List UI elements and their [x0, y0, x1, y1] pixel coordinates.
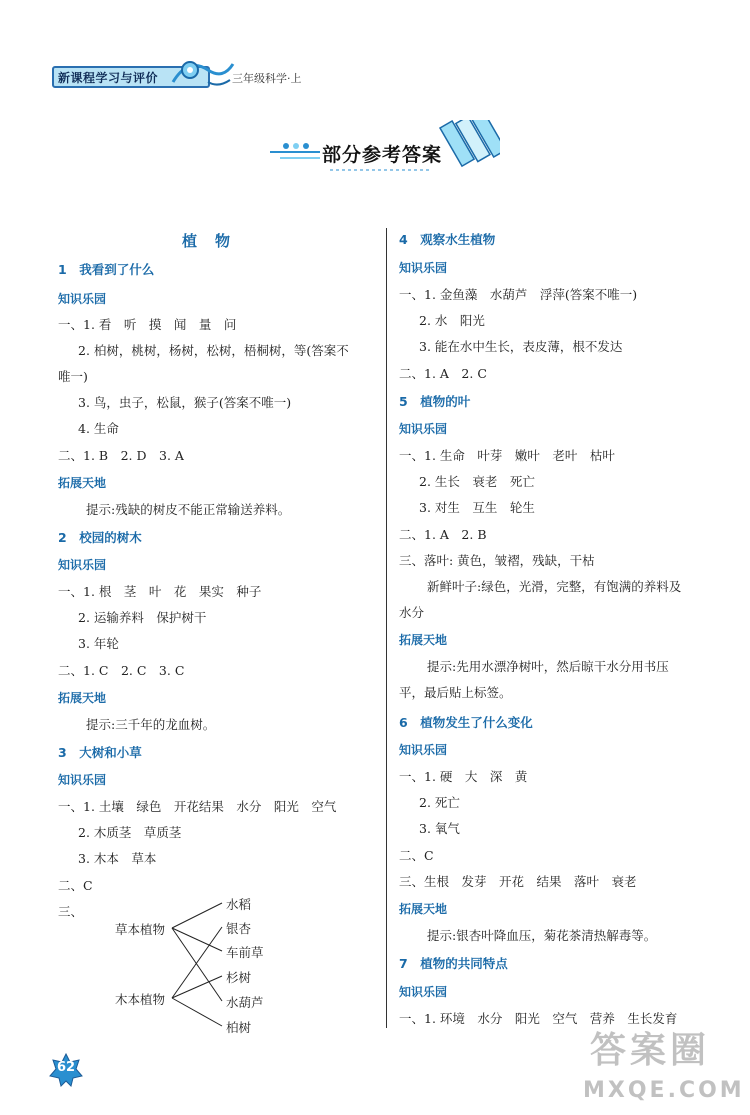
section-7-zsly: 知识乐园	[399, 985, 448, 999]
s1-line-3: 3. 鸟，虫子，松鼠，猴子(答案不唯一)	[78, 395, 292, 410]
s7-line-1: 一、1. 环境 水分 阳光 空气 营养 生长发育	[399, 1011, 678, 1026]
match-right-3: 杉树	[226, 970, 252, 985]
s1-line-2a: 2. 柏树，桃树，杨树，松树，梧桐树，等(答案不	[78, 343, 349, 358]
section-7-title: 7 植物的共同特点	[399, 956, 508, 971]
s3-line-3: 3. 木本 草本	[78, 851, 157, 866]
s4-line-1: 一、1. 金鱼藻 水葫芦 浮萍(答案不唯一)	[399, 287, 638, 302]
s2-line-5: 提示:三千年的龙血树。	[86, 717, 216, 732]
section-6-title: 6 植物发生了什么变化	[399, 715, 533, 730]
s6-line-1: 一、1. 硬 大 深 黄	[399, 769, 528, 784]
s4-line-4: 二、1. A 2. C	[399, 366, 487, 381]
section-3-zsly: 知识乐园	[58, 773, 107, 787]
section-1-zsly: 知识乐园	[58, 292, 107, 306]
section-2-tztd: 拓展天地	[58, 691, 107, 705]
s4-line-2: 2. 水 阳光	[419, 313, 485, 328]
s2-line-3: 3. 年轮	[78, 636, 119, 651]
s1-line-6: 提示:残缺的树皮不能正常输送养料。	[86, 502, 291, 517]
header-grade: 三年级科学·上	[232, 72, 302, 85]
match-right-0: 水稻	[226, 897, 252, 912]
s1-line-5: 二、1. B 2. D 3. A	[58, 448, 184, 463]
watermark-bottom: MXQE.COM	[583, 1078, 745, 1103]
s6-line-2: 2. 死亡	[419, 795, 460, 810]
section-2-title: 2 校园的树木	[58, 530, 142, 545]
s5-line-1: 一、1. 生命 叶芽 嫩叶 老叶 枯叶	[399, 448, 615, 463]
section-6-zsly: 知识乐园	[399, 743, 448, 757]
s2-line-1: 一、1. 根 茎 叶 花 果实 种子	[58, 584, 262, 599]
s5-line-7b: 平，最后贴上标签。	[399, 685, 512, 700]
section-5-title: 5 植物的叶	[399, 394, 471, 409]
s5-line-2: 2. 生长 衰老 死亡	[419, 474, 535, 489]
match-right-2: 车前草	[226, 945, 264, 960]
section-5-tztd: 拓展天地	[399, 633, 448, 647]
s3-line-2: 2. 木质茎 草质茎	[78, 825, 182, 840]
s3-line-5: 三、	[58, 904, 84, 919]
section-4-zsly: 知识乐园	[399, 261, 448, 275]
section-6-tztd: 拓展天地	[399, 902, 448, 916]
s5-line-4: 二、1. A 2. B	[399, 527, 487, 542]
match-right-4: 水葫芦	[226, 995, 264, 1010]
s1-line-2b: 唯一)	[58, 369, 88, 384]
s6-line-4: 二、C	[399, 848, 434, 863]
s3-line-1: 一、1. 土壤 绿色 开花结果 水分 阳光 空气	[58, 799, 337, 814]
s5-line-3: 3. 对生 互生 轮生	[419, 500, 535, 515]
s5-line-7a: 提示:先用水漂净树叶，然后晾干水分用书压	[427, 659, 669, 674]
match-left-1: 木本植物	[115, 992, 166, 1007]
watermark-top: 答案圈	[590, 1030, 711, 1071]
s2-line-4: 二、1. C 2. C 3. C	[58, 663, 185, 678]
unit-title: 植物	[182, 232, 249, 250]
section-4-title: 4 观察水生植物	[399, 232, 496, 247]
match-left-0: 草本植物	[115, 922, 166, 937]
s2-line-2: 2. 运输养料 保护树干	[78, 610, 207, 625]
s6-line-6: 提示:银杏叶降血压，菊花茶清热解毒等。	[427, 928, 657, 943]
water-splash-icon	[168, 52, 238, 92]
s6-line-3: 3. 氧气	[419, 821, 460, 836]
section-2-zsly: 知识乐园	[58, 558, 107, 572]
s1-line-4: 4. 生命	[78, 421, 119, 436]
section-1-tztd: 拓展天地	[58, 476, 107, 490]
s4-line-3: 3. 能在水中生长，表皮薄，根不发达	[419, 339, 623, 354]
section-5-zsly: 知识乐园	[399, 422, 448, 436]
match-right-5: 柏树	[226, 1020, 252, 1035]
column-divider	[386, 228, 387, 1028]
s5-line-5: 三、落叶: 黄色，皱褶，残缺，干枯	[399, 553, 595, 568]
page-title: 部分参考答案	[322, 144, 443, 166]
s6-line-5: 三、生根 发芽 开花 结果 落叶 衰老	[399, 874, 637, 889]
matching-lines	[110, 890, 290, 1040]
s5-line-6a: 新鲜叶子:绿色，光滑，完整，有饱满的养料及	[427, 579, 682, 594]
section-1-title: 1 我看到了什么	[58, 262, 155, 277]
s5-line-6b: 水分	[399, 605, 425, 620]
match-right-1: 银杏	[226, 921, 252, 936]
section-3-title: 3 大树和小草	[58, 745, 142, 760]
page-number: 62	[56, 1060, 76, 1075]
s1-line-1: 一、1. 看 听 摸 闻 量 问	[58, 317, 237, 332]
s3-line-4: 二、C	[58, 878, 93, 893]
header-brand: 新课程学习与评价	[58, 71, 159, 85]
